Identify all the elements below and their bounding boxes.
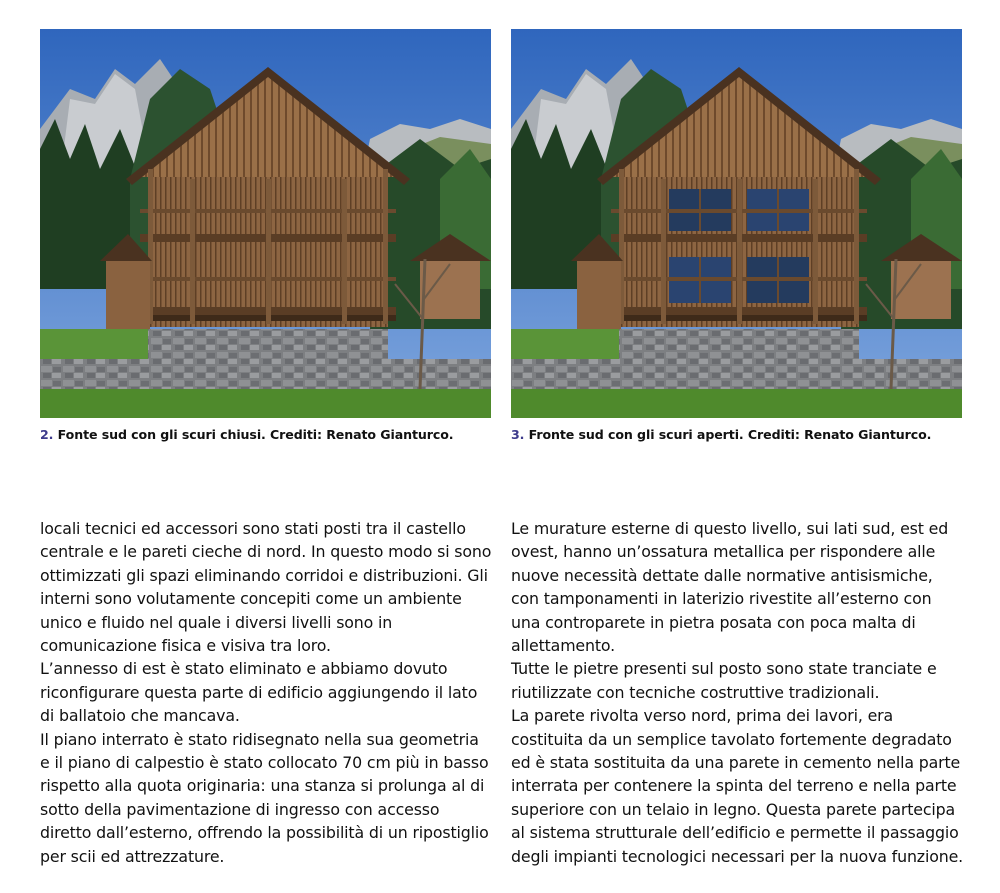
paragraph: L’annesso di est è stato eliminato e abbiamo dovuto riconfigurare questa parte di edificio aggiungendo il lato di ballatoio che mancava. <box>40 659 478 726</box>
figure-2 <box>40 29 491 443</box>
figure-caption-text: Fonte sud con gli scuri chiusi. Crediti: Renato Gianturco. <box>57 427 454 442</box>
figure-caption <box>511 427 962 443</box>
paragraph: locali tecnici ed accessori sono stati posti tra il castello centrale e le pareti cieche di nord. In questo modo si sono ottimizzati gli spazi eliminando corridoi e distribuzioni. Gli interni sono volutamente concepiti come un ambiente unico e fluido nel quale i diversi livelli sono in comunicazione fisica e visiva tra loro. <box>40 519 492 656</box>
figure-caption-text: Fronte sud con gli scuri aperti. Crediti: Renato Gianturco. <box>528 427 932 442</box>
text-column-left <box>40 517 492 868</box>
figure-caption <box>40 427 491 443</box>
figure-3 <box>511 29 962 443</box>
paragraph: Le murature esterne di questo livello, sui lati sud, est ed ovest, hanno un’ossatura metallica per rispondere alle nuove necessità dettate dalle normative antisismiche, con tamponamenti in laterizio rivestite all’esterno con una controparete in pietra posata con poca malta di allettamento. <box>511 519 949 656</box>
paragraph: La parete rivolta verso nord, prima dei lavori, era costituita da un semplice tavolato fortemente degradato ed è stata sostituita da una parete in cemento nella parte interrata per contenere la spinta del terreno e nella parte superiore con un telaio in legno. Questa parete partecipa al sistema strutturale dell’edificio e permette il passaggio degli impianti tecnologici necessari per la nuova funzione. <box>511 706 964 866</box>
figure-number: 2. <box>40 427 54 442</box>
figure-number: 3. <box>511 427 525 442</box>
photo-chalet-shutters-closed <box>40 29 491 418</box>
paragraph: Tutte le pietre presenti sul posto sono state tranciate e riutilizzate con tecniche costruttive tradizionali. <box>511 659 937 702</box>
paragraph: Il piano interrato è stato ridisegnato nella sua geometria e il piano di calpestio è stato collocato 70 cm più in basso rispetto alla quota originaria: una stanza si prolunga al di sotto della pavimentazione di ingresso con accesso diretto dall’esterno, offrendo la possibilità di un ripostiglio per scii ed attrezzature. <box>40 729 489 866</box>
photo-chalet-shutters-open <box>511 29 962 418</box>
text-column-right <box>511 517 963 868</box>
